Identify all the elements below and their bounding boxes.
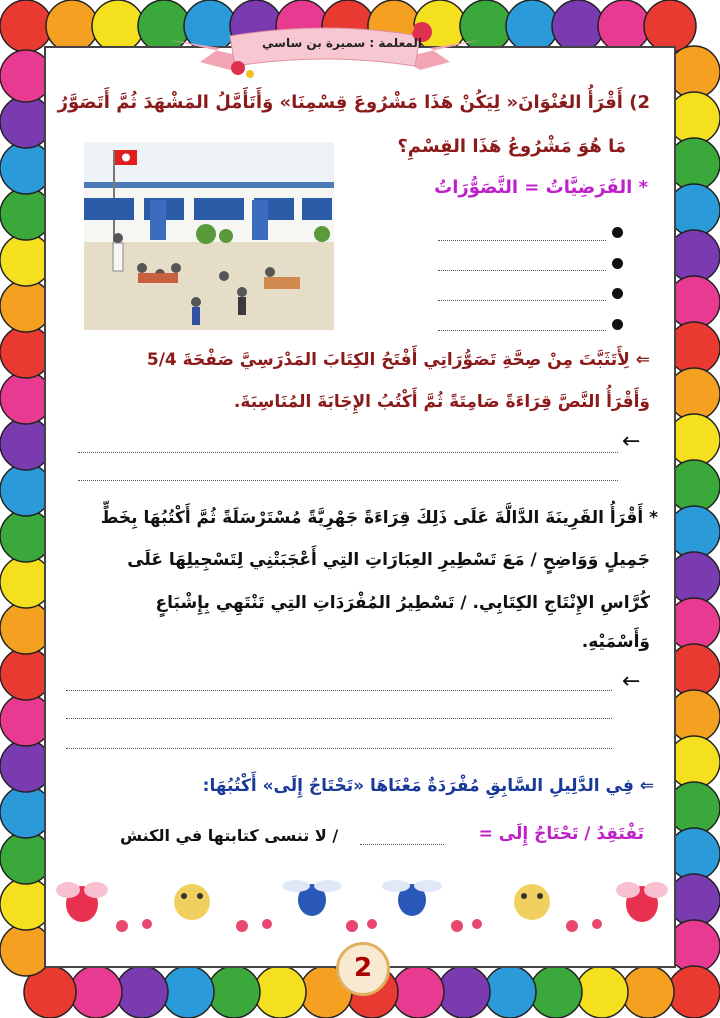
clue-line3: كُرَّاسِ الإِنْتَاجِ الكِتَابِي. / تَسْطِيرُ المُفْرَدَاتِ التِي تَنْتَهِي بِإِشْبَاعٍ (155, 593, 650, 613)
page-number: 2 (336, 942, 390, 996)
teacher-name: المعلمة : سميرة بن ساسي (262, 36, 423, 50)
school-scene-illustration (84, 142, 334, 330)
answer-line-2[interactable] (78, 480, 618, 481)
cartoon-decorations (52, 864, 670, 944)
answer-arrow-1: ← (622, 429, 641, 454)
q2-line1: 2) أَقْرَأُ العُنْوَانَ« لِيَكُنْ هَذَا مَشْرُوعَ قِسْمِنَا» وَأَتَأَمَّلُ المَشْهَدَ ثُمَّ أَتَصَوَّرُ (57, 92, 650, 113)
clue-line2: جَمِيلٍ وَوَاضِحٍ / مَعَ تَسْطِيرِ العِبَارَاتِ التِي أَعْجَبَتْنِي لِتَسْجِيلِهَا عَلَى (127, 550, 650, 570)
vocab-line1: ⇐ فِي الدَّلِيلِ السَّابِقِ مُفْرَدَةٌ مَعْنَاهَا «تَحْتَاجُ إِلَى» أَكْتُبُهَا: (202, 776, 654, 796)
answer-line-3[interactable] (66, 690, 612, 691)
vocab-reminder: / لا تنسى كتابتها في الكنش (120, 826, 339, 845)
answer-line-5[interactable] (66, 748, 612, 749)
bullet-1 (612, 227, 623, 238)
hypothesis-line-3[interactable] (438, 300, 606, 301)
bullet-2 (612, 258, 623, 269)
clue-line4: وَأَسْمَيْهِ. (581, 632, 650, 652)
vocab-synonyms: تَفْتَقِدُ / تَحْتَاجُ إِلَى = (478, 824, 644, 844)
answer-arrow-2: ← (622, 669, 641, 694)
verify-line2: وَأَقْرَأُ النَّصَّ قِرَاءَةً صَامِتَةً ثُمَّ أَكْتُبُ الإِجَابَةَ المُنَاسِبَةَ. (233, 392, 650, 412)
vocab-answer-line[interactable] (360, 844, 444, 845)
verify-line1: ⇐ لِأَتَثَبَّتَ مِنْ صِحَّةِ تَصَوُّرَاتِي أَفْتَحُ الكِتَابَ المَدْرَسِيَّ صَفْحَةَ 5/4 (146, 350, 650, 370)
clue-line1: * أَقْرَأُ القَرِينَةَ الدَّالَّةَ عَلَى ذَلِكَ قِرَاءَةً جَهْرِيَّةً مُسْتَرْسَلَةً ثُمَّ أَكْتُبُهَا بِخَطٍّ (100, 508, 658, 528)
hypotheses-heading: * الفَرَضِيَّاتُ = التَّصَوُّرَاتُ (434, 177, 648, 198)
bullet-4 (612, 319, 623, 330)
hypothesis-line-4[interactable] (438, 330, 606, 331)
q2-line2: مَا هُوَ مَشْرُوعُ هَذَا القِسْمِ؟ (397, 136, 626, 157)
answer-line-1[interactable] (78, 452, 618, 453)
bullet-3 (612, 288, 623, 299)
hypothesis-line-2[interactable] (438, 270, 606, 271)
answer-line-4[interactable] (66, 718, 612, 719)
hypothesis-line-1[interactable] (438, 240, 606, 241)
